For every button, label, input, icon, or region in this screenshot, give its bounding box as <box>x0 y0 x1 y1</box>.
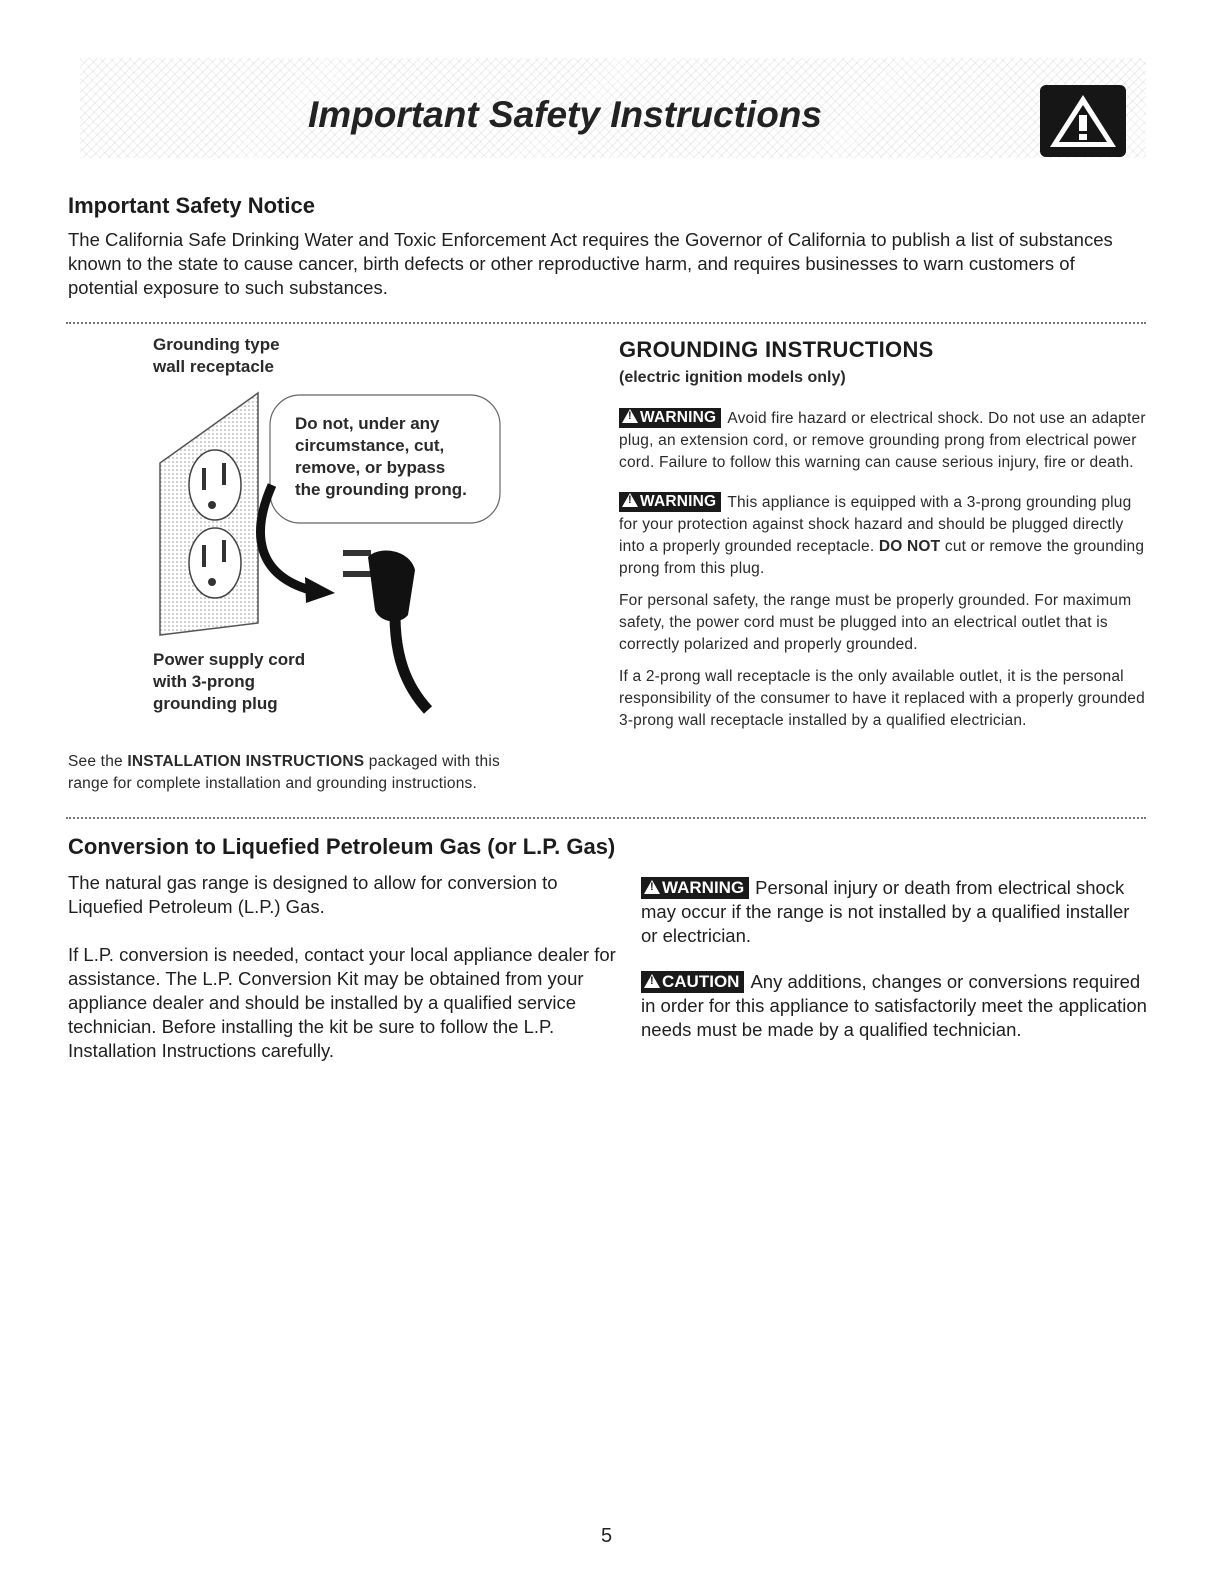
see-installation-note: See the INSTALLATION INSTRUCTIONS packaged with this range for complete installation and grounding instructions. <box>68 753 500 792</box>
divider <box>66 322 1146 324</box>
power-cord-label: Power supply cord with 3-prong grounding plug <box>153 650 306 713</box>
lp-paragraph-2: If L.P. conversion is needed, contact your local appliance dealer for assistance. The L.P. Conversion Kit may be obtained from your appliance dealer and should be installed by a qualified service technician. Before installing the kit be sure to follow the L.P. Installation Instructions carefully. <box>68 944 616 1061</box>
warning-badge: !WARNING <box>619 408 721 428</box>
warning-icon <box>644 880 660 894</box>
grounding-callout: Do not, under any circumstance, cut, remove, or bypass the grounding prong. <box>295 414 467 499</box>
page-number: 5 <box>600 1525 613 1547</box>
receptacle-label: Grounding type wall receptacle <box>153 335 280 376</box>
lp-paragraph-1: The natural gas range is designed to allow for conversion to Liquefied Petroleum (L.P.) Gas. <box>68 872 558 917</box>
lp-warning-paragraph: !WARNING Personal injury or death from electrical shock may occur if the range is not installed by a qualified installer or electrician. <box>641 876 1151 948</box>
caution-badge: !CAUTION <box>641 971 744 993</box>
warning-icon <box>622 493 638 507</box>
divider <box>66 817 1146 819</box>
caution-icon <box>644 974 660 988</box>
lp-warnings <box>641 876 1151 1064</box>
warning-triangle-icon <box>1040 85 1126 157</box>
grounding-paragraph-4: If a 2-prong wall receptacle is the only available outlet, it is the personal responsibility of the consumer to have it replaced with a properly grounded 3-prong wall receptacle installed by a qualified electrician. <box>619 668 1145 729</box>
grounding-paragraph-3: For personal safety, the range must be properly grounded. For maximum safety, the power cord must be plugged into an electrical outlet that is correctly polarized and properly grounded. <box>619 592 1132 653</box>
lp-caution-paragraph: !CAUTION Any additions, changes or conversions required in order for this appliance to satisfactorily meet the application needs must be made by a qualified technician. <box>641 970 1151 1042</box>
header-banner <box>80 58 1146 158</box>
warning-badge: !WARNING <box>619 492 721 512</box>
grounding-title: GROUNDING INSTRUCTIONS <box>619 337 934 362</box>
warning-paragraph-2: !WARNING This appliance is equipped with a 3-prong grounding plug for your protection against shock hazard and should be plugged directly into a properly grounded receptacle. DO NOT cut or remove the grounding prong from this plug. <box>619 492 1149 580</box>
warning-paragraph-1: !WARNING Avoid fire hazard or electrical shock. Do not use an adapter plug, an extension cord, or remove grounding prong from electrical power cord. Failure to follow this warning can cause serious injury, fire or death. <box>619 408 1149 474</box>
page-title: Important Safety Instructions <box>308 94 822 135</box>
lp-conversion-text <box>68 871 628 1087</box>
grounding-instructions <box>619 408 1149 742</box>
safety-notice-text: The California Safe Drinking Water and Toxic Enforcement Act requires the Governor of California to publish a list of substances known to the state to cause cancer, birth defects or other reproductive harm, and requires businesses to warn customers of potential exposure to such substances. <box>68 229 1113 298</box>
warning-icon <box>622 409 638 423</box>
safety-notice-heading: Important Safety Notice <box>68 193 315 218</box>
lp-conversion-heading: Conversion to Liquefied Petroleum Gas (or L.P. Gas) <box>68 834 616 859</box>
grounding-subtitle: (electric ignition models only) <box>619 369 846 386</box>
warning-badge: !WARNING <box>641 877 749 899</box>
